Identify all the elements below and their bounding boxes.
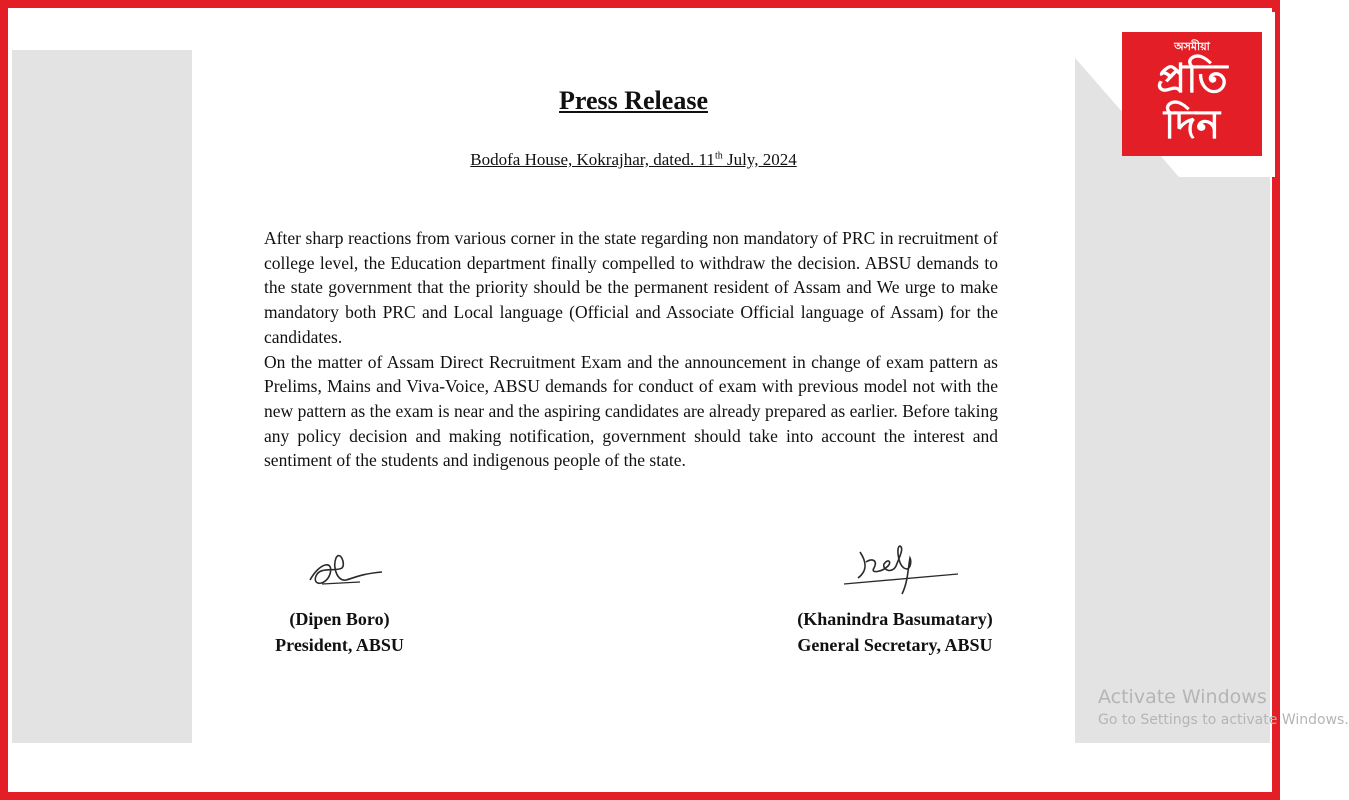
logo-line-1: প্ৰতি	[1156, 56, 1228, 102]
signatory-right-role: General Secretary, ABSU	[797, 635, 993, 655]
logo-line-2: দিন	[1163, 102, 1221, 148]
activate-windows-watermark	[1098, 686, 1349, 728]
watermark-title: Activate Windows	[1098, 686, 1267, 708]
dateline-prefix: Bodofa House, Kokrajhar, dated. 11	[470, 150, 715, 169]
dateline-suffix: July, 2024	[722, 150, 797, 169]
paragraph-2: On the matter of Assam Direct Recruitment Exam and the announcement in change of exam pattern as Prelims, Mains and Viva-Voice, ABSU demands for conduct of exam with previous model not with the new pattern as the exam is near and the aspiring candidates are already prepared as earlier. Before taking any policy decision and making notification, government should take into account the interest and sentiment of the students and indigenous people of the state.	[264, 351, 998, 471]
paragraph-1: After sharp reactions from various corner in the state regarding non mandatory of PRC in recruitment of college level, the Education department finally compelled to withdraw the decision. ABSU demands to the state government that the priority should be the permanent resident of Assam and We urge to make mandatory both PRC and Local language (Official and Associate Official language of Assam) for the candidates.	[264, 228, 998, 347]
watermark-subtitle: Go to Settings to activate Windows.	[1098, 712, 1349, 728]
pratidin-logo	[1122, 32, 1262, 156]
dateline-sup: th	[714, 150, 723, 162]
logo-small-text: অসমীয়া	[1174, 40, 1210, 53]
signatory-left	[262, 606, 417, 658]
signature-left-icon	[300, 542, 390, 603]
signature-right-icon	[838, 538, 968, 607]
document-title: Press Release	[559, 86, 708, 115]
signatory-right	[780, 606, 1010, 658]
signatory-left-name: (Dipen Boro)	[289, 609, 390, 629]
logo-main-text	[1122, 56, 1262, 148]
signatory-left-role: President, ABSU	[275, 635, 404, 655]
document-dateline	[192, 150, 1075, 170]
left-gray-margin	[12, 50, 192, 743]
document-body	[264, 226, 998, 473]
signatory-right-name: (Khanindra Basumatary)	[797, 609, 993, 629]
